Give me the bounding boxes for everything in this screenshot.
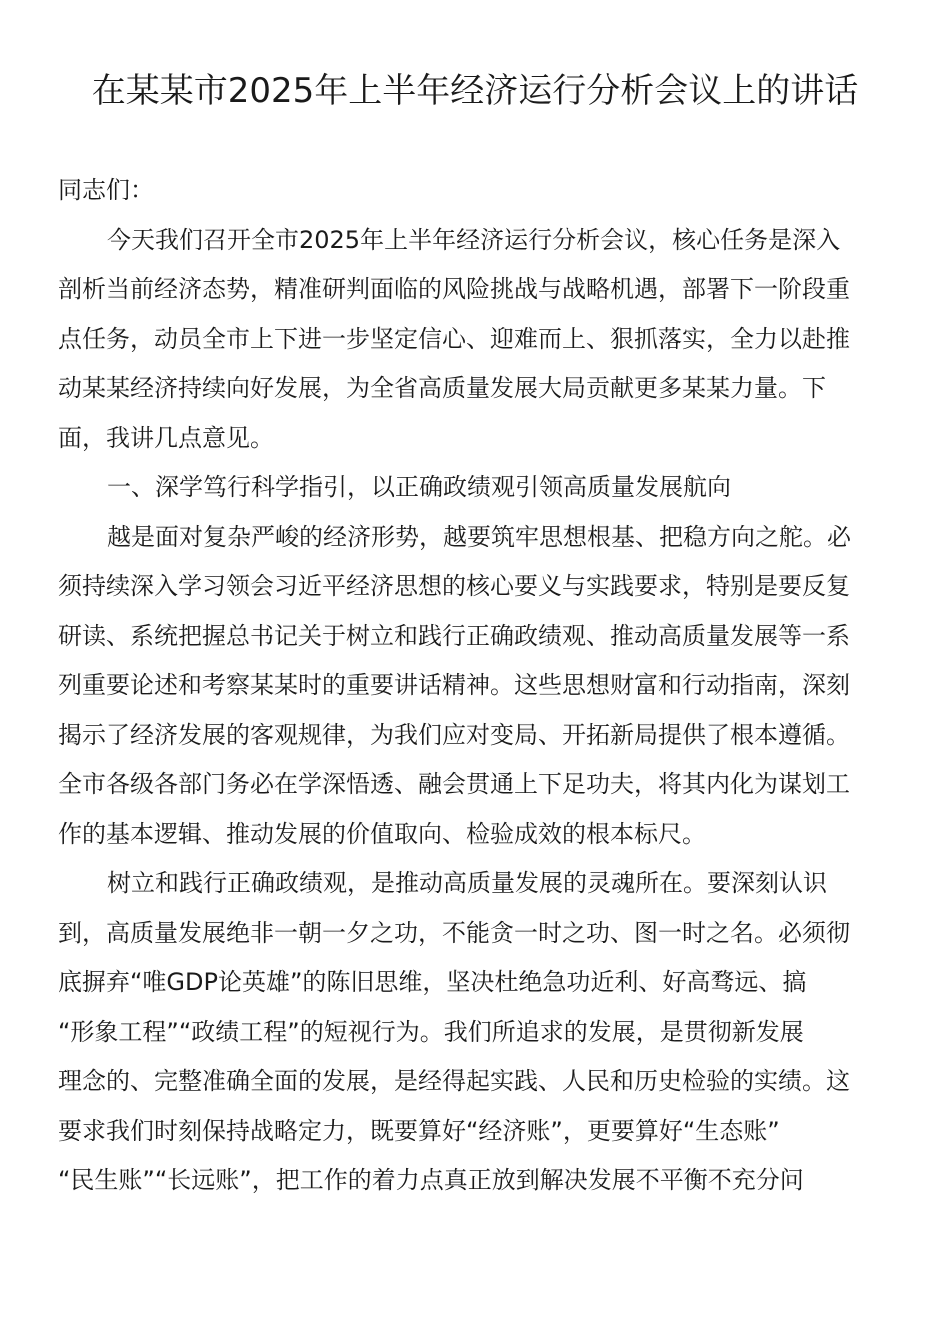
paragraph-line: 今天我们召开全市2025年上半年经济运行分析会议，核心任务是深入 <box>107 225 841 254</box>
document-body <box>58 166 892 1206</box>
paragraph-line: 须持续深入学习领会习近平经济思想的核心要义与实践要求，特别是要反复 <box>58 572 850 600</box>
paragraph-line: 理念的、完整准确全面的发展，是经得起实践、人民和历史检验的实绩。这 <box>58 1067 850 1095</box>
paragraph-line: 动某某经济持续向好发展，为全省高质量发展大局贡献更多某某力量。下 <box>58 374 826 402</box>
paragraph-line: 列重要论述和考察某某时的重要讲话精神。这些思想财富和行动指南，深刻 <box>58 671 850 699</box>
paragraph-line: 全市各级各部门务必在学深悟透、融会贯通上下足功夫，将其内化为谋划工 <box>58 770 850 798</box>
paragraph-line: 研读、系统把握总书记关于树立和践行正确政绩观、推动高质量发展等一系 <box>58 621 850 650</box>
section-heading: 一、深学笃行科学指引，以正确政绩观引领高质量发展航向 <box>107 473 731 501</box>
document-title: 在某某市2025年上半年经济运行分析会议上的讲话 <box>91 71 859 111</box>
paragraph-line: 面，我讲几点意见。 <box>58 423 274 452</box>
paragraph-line: “形象工程”“政绩工程”的短视行为。我们所追求的发展，是贯彻新发展 <box>58 1017 804 1046</box>
paragraph-line: “民生账”“长远账”，把工作的着力点真正放到解决发展不平衡不充分问 <box>58 1166 804 1194</box>
paragraph-line: 揭示了经济发展的客观规律，为我们应对变局、开拓新局提供了根本遵循。 <box>58 720 850 749</box>
paragraph-line: 作的基本逻辑、推动发展的价值取向、检验成效的根本标尺。 <box>58 819 706 848</box>
salutation: 同志们： <box>58 176 154 204</box>
paragraph-line: 到，高质量发展绝非一朝一夕之功，不能贪一时之功、图一时之名。必须彻 <box>58 918 850 947</box>
paragraph-line: 底摒弃“唯GDP论英雄”的陈旧思维，坚决杜绝急功近利、好高骛远、搞 <box>58 968 807 996</box>
paragraph-line: 点任务，动员全市上下进一步坚定信心、迎难而上、狠抓落实，全力以赴推 <box>58 324 850 353</box>
paragraph-line: 树立和践行正确政绩观，是推动高质量发展的灵魂所在。要深刻认识 <box>107 869 827 897</box>
paragraph-line: 越是面对复杂严峻的经济形势，越要筑牢思想根基、把稳方向之舵。必 <box>107 522 851 551</box>
paragraph-line: 要求我们时刻保持战略定力，既要算好“经济账”，更要算好“生态账” <box>58 1116 780 1145</box>
paragraph-line: 剖析当前经济态势，精准研判面临的风险挑战与战略机遇，部署下一阶段重 <box>58 275 850 303</box>
